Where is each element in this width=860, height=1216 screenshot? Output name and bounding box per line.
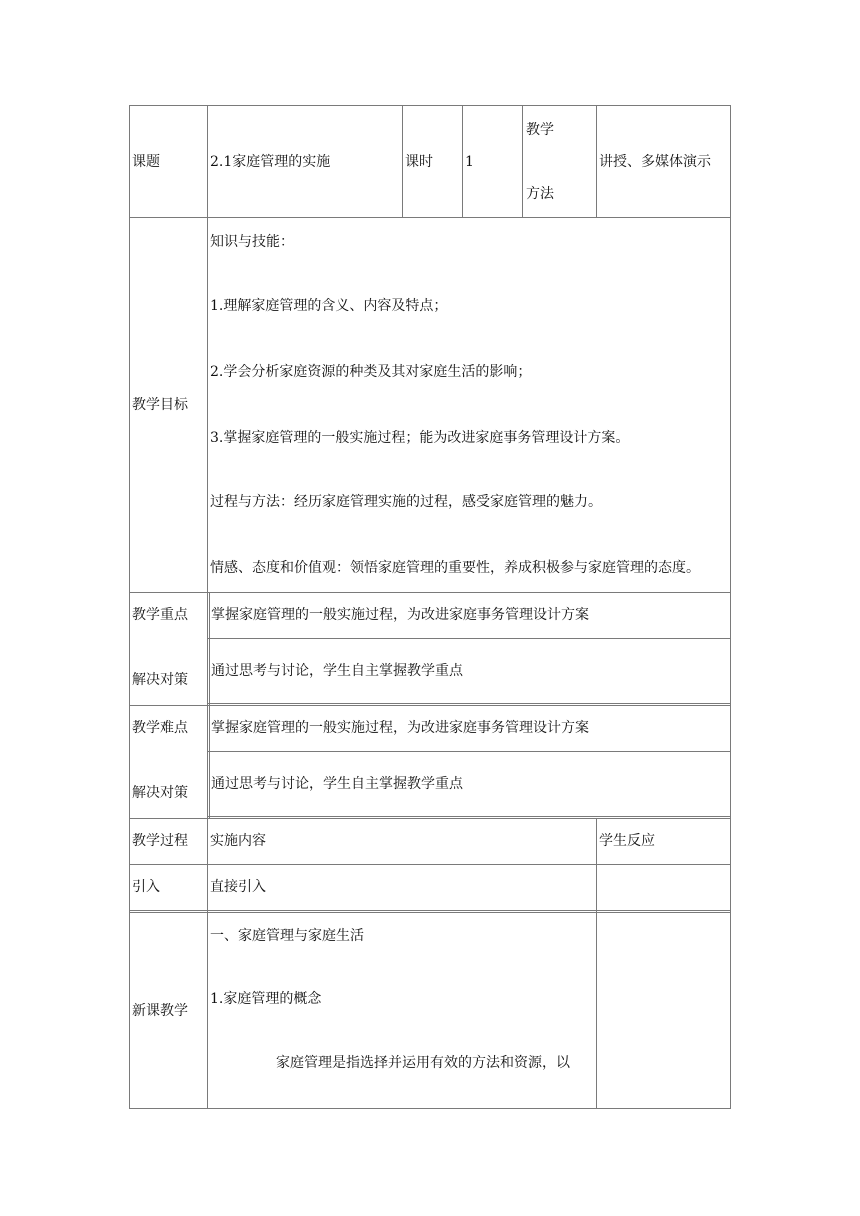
key-point-solution-label: 解决对策 [132,672,188,688]
objective-line: 1.理解家庭管理的含义、内容及特点； [210,298,448,314]
topic-label: 课题 [132,154,160,170]
table-rule [129,1108,731,1109]
method-value: 讲授、多媒体演示 [599,154,711,170]
table-rule [129,910,731,911]
table-rule [596,818,597,1108]
table-rule [129,592,731,593]
key-point-label: 教学重点 [132,607,188,623]
process-label: 教学过程 [132,833,188,849]
table-rule [522,105,523,217]
table-rule [402,105,403,217]
method-label-line2: 方法 [526,186,554,202]
objectives-label: 教学目标 [132,397,188,413]
topic-value: 2.1家庭管理的实施 [210,154,331,170]
table-rule [129,818,731,819]
difficult-point-solution-value: 通过思考与讨论，学生自主掌握教学重点 [211,776,463,792]
table-rule [730,105,731,1108]
objective-line: 情感、态度和价值观：领悟家庭管理的重要性，养成积极参与家庭管理的态度。 [210,560,700,576]
objective-line: 2.学会分析家庭资源的种类及其对家庭生活的影响； [210,364,532,380]
content-header: 实施内容 [210,833,266,849]
table-rule [129,105,731,106]
table-rule [129,217,731,218]
new-lesson-heading: 一、家庭管理与家庭生活 [210,928,364,944]
table-rule [207,105,208,1108]
hours-label: 课时 [405,154,433,170]
new-lesson-label: 新课教学 [132,1003,188,1019]
key-point-value: 掌握家庭管理的一般实施过程，为改进家庭事务管理设计方案 [211,607,589,623]
method-label-line1: 教学 [526,122,554,138]
new-lesson-subheading: 1.家庭管理的概念 [210,991,322,1007]
key-point-solution-value: 通过思考与讨论，学生自主掌握教学重点 [211,663,463,679]
table-rule [129,105,130,1108]
table-rule [207,751,731,752]
table-rule [207,703,731,704]
table-rule [462,105,463,217]
hours-value: 1 [465,154,474,170]
table-rule [129,912,731,913]
reaction-header: 学生反应 [599,833,655,849]
table-rule [129,864,731,865]
intro-value: 直接引入 [210,879,266,895]
difficult-point-solution-label: 解决对策 [132,785,188,801]
table-rule [207,816,731,817]
difficult-point-value: 掌握家庭管理的一般实施过程，为改进家庭事务管理设计方案 [211,720,589,736]
new-lesson-paragraph: 家庭管理是指选择并运用有效的方法和资源，以 [276,1055,570,1071]
table-rule [596,105,597,217]
objective-line: 过程与方法：经历家庭管理实施的过程，感受家庭管理的魅力。 [210,494,602,510]
table-rule [207,638,731,639]
table-rule [209,592,210,818]
difficult-point-label: 教学难点 [132,720,188,736]
objective-line: 知识与技能： [210,234,294,250]
objective-line: 3.掌握家庭管理的一般实施过程；能为改进家庭事务管理设计方案。 [210,430,630,446]
table-rule [129,705,731,706]
intro-label: 引入 [132,879,160,895]
